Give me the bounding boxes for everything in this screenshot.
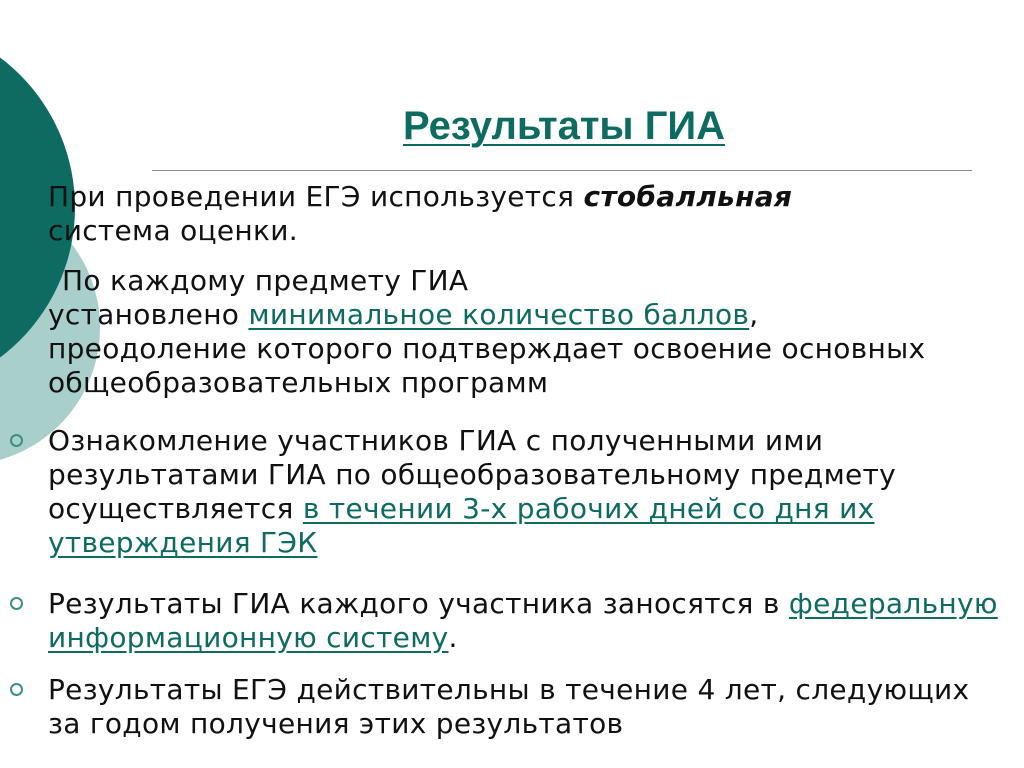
bullet-item-federal-system — [48, 587, 1003, 655]
minimum-score-link[interactable]: минимальное количество баллов — [248, 298, 750, 331]
paragraph-minimum-score — [48, 264, 988, 400]
three-days-link[interactable]: в течении 3-х рабочих дней со дня их утверждения ГЭК — [48, 492, 875, 559]
paragraph-grading-system — [48, 180, 988, 248]
bullet-icon — [10, 434, 23, 447]
bullet-icon — [10, 597, 23, 610]
bullet-item-results-review — [48, 424, 1003, 560]
paragraph-text: установлено — [48, 298, 249, 331]
slide-title: Результаты ГИА — [402, 104, 726, 148]
bullet-text: Результаты ГИА каждого участника заносятся в — [48, 587, 789, 620]
bullet-text: Результаты ЕГЭ действительны в течение 4 лет, следующих за годом получения этих результатов — [48, 673, 970, 740]
paragraph-text: преодоление которого подтверждает освоение основных общеобразовательных программ — [48, 332, 926, 399]
bullet-text: . — [448, 621, 458, 654]
paragraph-text: По каждому предмету ГИА — [62, 264, 469, 297]
paragraph-text: , — [749, 298, 759, 331]
bullet-item-validity — [48, 673, 1003, 741]
title-divider — [152, 170, 972, 171]
paragraph-text: система оценки. — [48, 214, 298, 247]
bullet-icon — [10, 683, 23, 696]
emphasis-text: стобалльная — [583, 180, 793, 213]
federal-system-link[interactable]: федеральную информационную систему — [48, 587, 998, 654]
paragraph-text: При проведении ЕГЭ используется — [48, 180, 584, 213]
bullet-text: Ознакомление участников ГИА с полученными ими результатами ГИА по общеобразовательному предмету осуществляется — [48, 424, 897, 525]
